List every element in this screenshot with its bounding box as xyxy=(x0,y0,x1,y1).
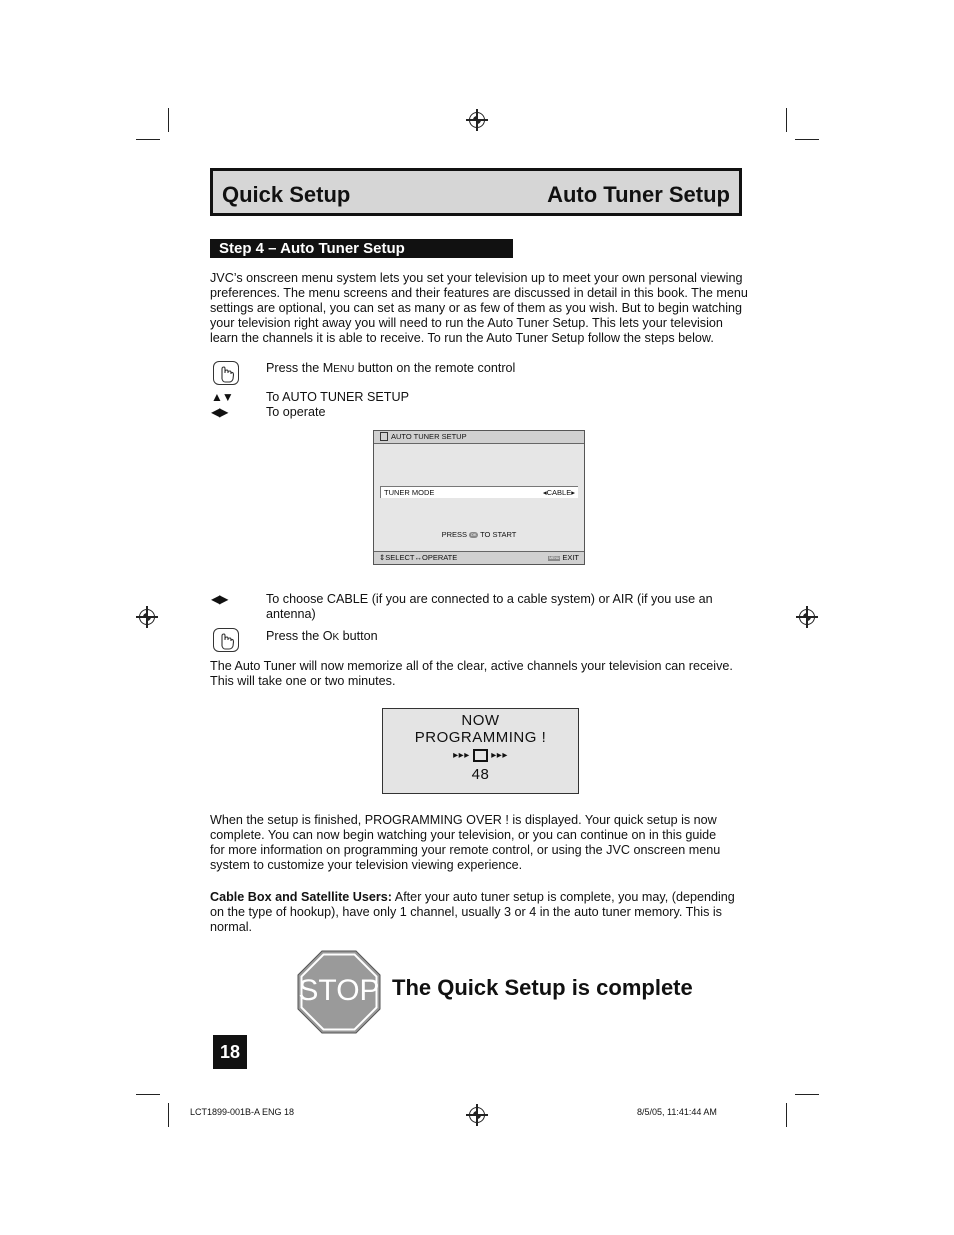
instruction-text: button xyxy=(339,629,378,643)
paragraph-line: for more information on programming your remote control, or using the JVC onscreen menu xyxy=(210,843,721,857)
paragraph-line: The Auto Tuner will now memorize all of the clear, active channels your television can receive. xyxy=(210,659,733,673)
menu-key-label: ENU xyxy=(333,364,355,375)
osd-footer-bar xyxy=(374,551,584,564)
section-title: Quick Setup xyxy=(222,182,351,207)
paragraph-line: normal. xyxy=(210,920,252,934)
registration-mark-icon xyxy=(139,609,155,625)
page-number: 18 xyxy=(213,1035,247,1069)
tuner-mode-label: TUNER MODE xyxy=(384,488,435,497)
press-ok-instruction xyxy=(266,629,378,645)
finished-paragraph xyxy=(210,813,750,873)
paragraph-line: complete. You can now begin watching your television, or you can continue on in this guide xyxy=(210,828,717,842)
page-header xyxy=(210,168,742,216)
to-auto-tuner-instruction: To AUTO TUNER SETUP xyxy=(266,390,409,404)
intro-paragraph xyxy=(210,271,750,346)
intro-line: learn the channels it is able to receive. To run the Auto Tuner Setup follow the steps below. xyxy=(210,331,714,345)
crop-mark xyxy=(795,1094,819,1095)
footer-right: 8/5/05, 11:41:44 AM xyxy=(637,1107,717,1117)
step-heading-text: Step 4 – Auto Tuner Setup xyxy=(219,240,405,257)
tuner-mode-value: ◂CABLE▸ xyxy=(542,488,575,497)
press-to-start xyxy=(374,530,584,539)
crop-mark xyxy=(786,108,787,132)
instruction-line: antenna) xyxy=(266,607,316,621)
osd-title-bar xyxy=(374,431,584,444)
auto-tuner-osd-screen xyxy=(373,430,585,565)
stop-sign-text: STOP xyxy=(298,974,380,1007)
to-operate-instruction: To operate xyxy=(266,405,326,419)
intro-line: settings are optional, you can set as many or as few of them as you wish. But to begin watching xyxy=(210,301,743,315)
crop-mark xyxy=(168,1103,169,1127)
osd-select-hint: ⇕SELECT↔OPERATE xyxy=(379,553,458,562)
crop-mark xyxy=(168,108,169,132)
tuner-mode-row xyxy=(380,486,578,498)
footer-left: LCT1899-001B-A ENG 18 xyxy=(190,1107,295,1117)
left-right-arrows-icon: ◀▶ xyxy=(211,592,228,606)
paragraph-line: on the type of hookup), have only 1 channel, usually 3 or 4 in the auto tuner memory. This is xyxy=(210,905,722,919)
up-down-arrows-icon: ▲▼ xyxy=(211,390,233,404)
instruction-text: Press the O xyxy=(266,629,333,643)
crop-mark xyxy=(786,1103,787,1127)
stop-sign-icon xyxy=(297,950,381,1034)
paragraph-line: This will take one or two minutes. xyxy=(210,674,396,688)
remote-press-icon xyxy=(213,361,239,385)
menu-button-icon: MENU xyxy=(549,555,560,560)
select-text: SELECT xyxy=(385,553,415,562)
now-text: NOW xyxy=(461,712,500,729)
osd-title: AUTO TUNER SETUP xyxy=(391,432,467,441)
progress-indicator: ▸▸▸ ▸▸▸ xyxy=(453,750,508,761)
now-programming-screen xyxy=(382,708,579,794)
crop-mark xyxy=(795,139,819,140)
exit-text: EXIT xyxy=(562,553,579,562)
registration-mark-icon xyxy=(469,1107,485,1123)
registration-mark-icon xyxy=(469,112,485,128)
channel-number: 48 xyxy=(471,766,490,783)
tv-icon xyxy=(473,749,488,762)
remote-press-icon xyxy=(213,628,239,652)
intro-line: JVC’s onscreen menu system lets you set your television up to meet your own personal viewing xyxy=(210,271,743,285)
programming-text: PROGRAMMING ! xyxy=(414,729,547,746)
intro-line: preferences. The menu screens and their features are discussed in detail in this book. The menu xyxy=(210,286,748,300)
choose-cable-air-instruction xyxy=(266,592,736,622)
press-menu-instruction xyxy=(266,361,515,377)
operate-text: OPERATE xyxy=(421,553,458,562)
tuner-mode-value-text: CABLE xyxy=(546,488,572,497)
step-heading xyxy=(210,239,513,258)
press-text: PRESS xyxy=(441,530,468,539)
lock-icon xyxy=(380,432,388,441)
paragraph-line: system to customize your television viewing experience. xyxy=(210,858,523,872)
instruction-text: button on the remote control xyxy=(354,361,516,375)
paragraph-line: When the setup is finished, PROGRAMMING OVER ! is displayed. Your quick setup is now xyxy=(210,813,717,827)
page-title: Auto Tuner Setup xyxy=(547,182,730,207)
memorize-paragraph xyxy=(210,659,750,689)
crop-mark xyxy=(136,139,160,140)
paragraph-line: After your auto tuner setup is complete, you may, (depending xyxy=(391,890,735,904)
left-right-arrows-icon: ◀▶ xyxy=(211,405,228,419)
cable-box-note xyxy=(210,890,750,935)
crop-mark xyxy=(136,1094,160,1095)
registration-mark-icon xyxy=(799,609,815,625)
to-start-text: TO START xyxy=(480,530,517,539)
ok-button-icon: OK xyxy=(470,532,477,538)
ok-key-label: K xyxy=(332,632,340,643)
instruction-text: Press the M xyxy=(266,361,334,375)
complete-heading: The Quick Setup is complete xyxy=(392,975,693,1000)
note-label: Cable Box and Satellite Users: xyxy=(210,890,392,904)
intro-line: your television right away you will need to run the Auto Tuner Setup. This lets your television xyxy=(210,316,723,330)
osd-exit-hint xyxy=(548,553,579,562)
instruction-line: To choose CABLE (if you are connected to a cable system) or AIR (if you use an xyxy=(266,592,713,606)
